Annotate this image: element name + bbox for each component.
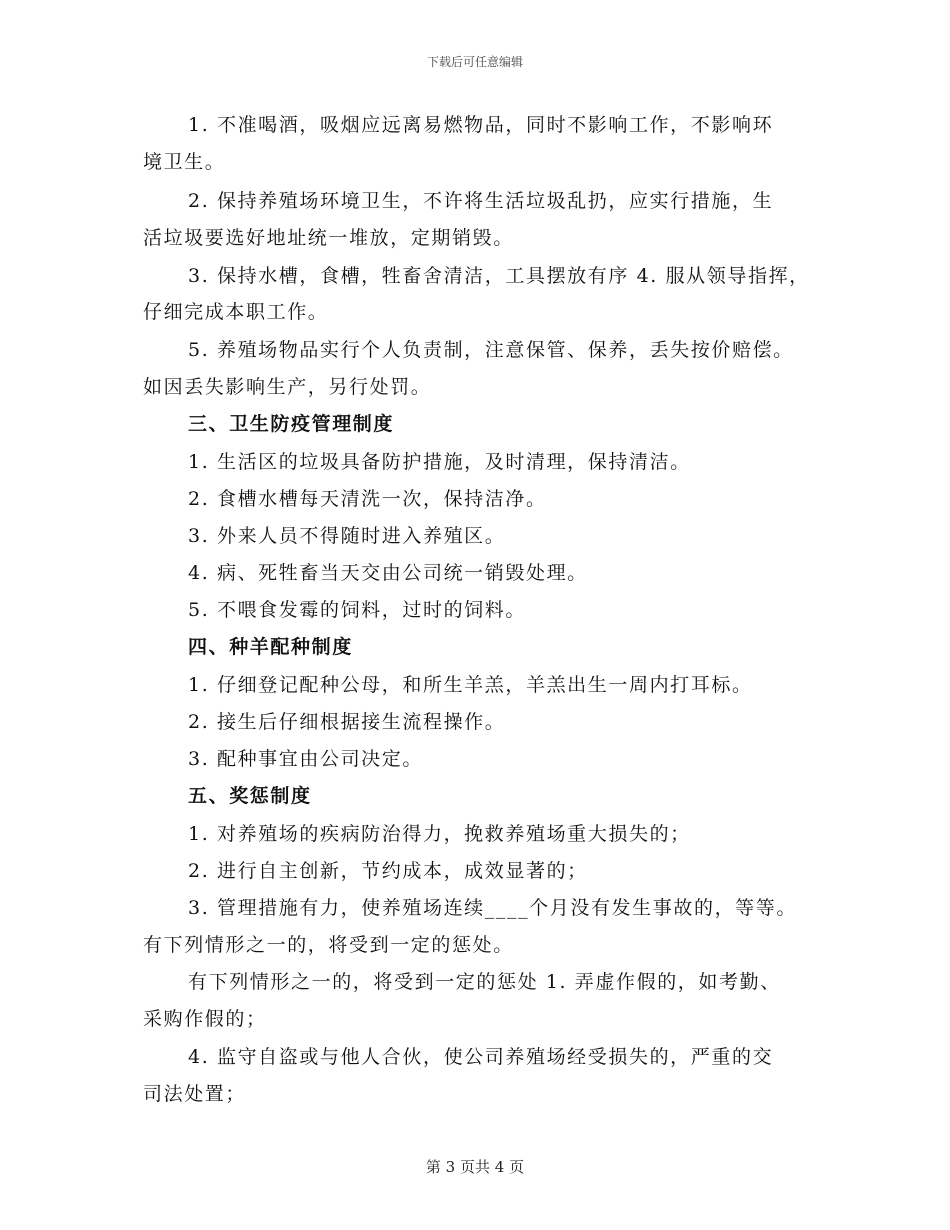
- page-header: 下载后可任意编辑: [426, 55, 523, 69]
- paragraph-line: 仔细完成本职工作。: [143, 301, 329, 323]
- section-heading: 三、卫生防疫管理制度: [188, 413, 395, 435]
- list-item: 2. 接生后仔细根据接生流程操作。: [188, 711, 506, 733]
- paragraph-line: 采购作假的；: [143, 1008, 267, 1030]
- paragraph-line: 5. 养殖场物品实行个人负责制，注意保管、保养，丢失按价赔偿。: [188, 339, 794, 361]
- paragraph-line: 司法处置；: [143, 1083, 247, 1105]
- paragraph-line: 3. 管理措施有力，使养殖场连续____个月没有发生事故的，等等。: [188, 897, 797, 919]
- list-item: 2. 食槽水槽每天清洗一次，保持洁净。: [188, 488, 547, 510]
- list-item: 2. 进行自主创新，节约成本，成效显著的；: [188, 860, 588, 882]
- list-item: 4. 病、死牲畜当天交由公司统一销毁处理。: [188, 562, 588, 584]
- paragraph-line: 活垃圾要选好地址统一堆放，定期销毁。: [143, 227, 514, 249]
- paragraph-line: 1. 不准喝酒，吸烟应远离易燃物品，同时不影响工作，不影响环: [188, 114, 774, 136]
- paragraph-line: 2. 保持养殖场环境卫生，不许将生活垃圾乱扔，应实行措施，生: [188, 190, 774, 212]
- section-heading: 五、奖惩制度: [188, 785, 312, 807]
- list-item: 1. 对养殖场的疾病防治得力，挽救养殖场重大损失的；: [188, 823, 691, 845]
- list-item: 5. 不喂食发霉的饲料，过时的饲料。: [188, 599, 526, 621]
- paragraph-line: 4. 监守自盗或与他人合伙，使公司养殖场经受损失的，严重的交: [188, 1046, 774, 1068]
- list-item: 3. 外来人员不得随时进入养殖区。: [188, 525, 506, 547]
- paragraph-line: 有下列情形之一的，将受到一定的惩处。: [143, 934, 514, 956]
- paragraph-line: 如因丢失影响生产，另行处罚。: [143, 376, 432, 398]
- page-footer: 第 3 页共 4 页: [425, 1158, 525, 1176]
- paragraph-line: 3. 保持水槽，食槽，牲畜舍清洁，工具摆放有序 4. 服从领导指挥，: [188, 265, 810, 287]
- paragraph-line: 有下列情形之一的，将受到一定的惩处 1. 弄虚作假的，如考勤、: [188, 971, 781, 993]
- section-heading: 四、种羊配种制度: [188, 636, 353, 658]
- list-item: 1. 仔细登记配种公母，和所生羊羔，羊羔出生一周内打耳标。: [188, 674, 753, 696]
- paragraph-line: 境卫生。: [143, 151, 226, 173]
- list-item: 3. 配种事宜由公司决定。: [188, 748, 423, 770]
- list-item: 1. 生活区的垃圾具备防护措施，及时清理，保持清洁。: [188, 451, 691, 473]
